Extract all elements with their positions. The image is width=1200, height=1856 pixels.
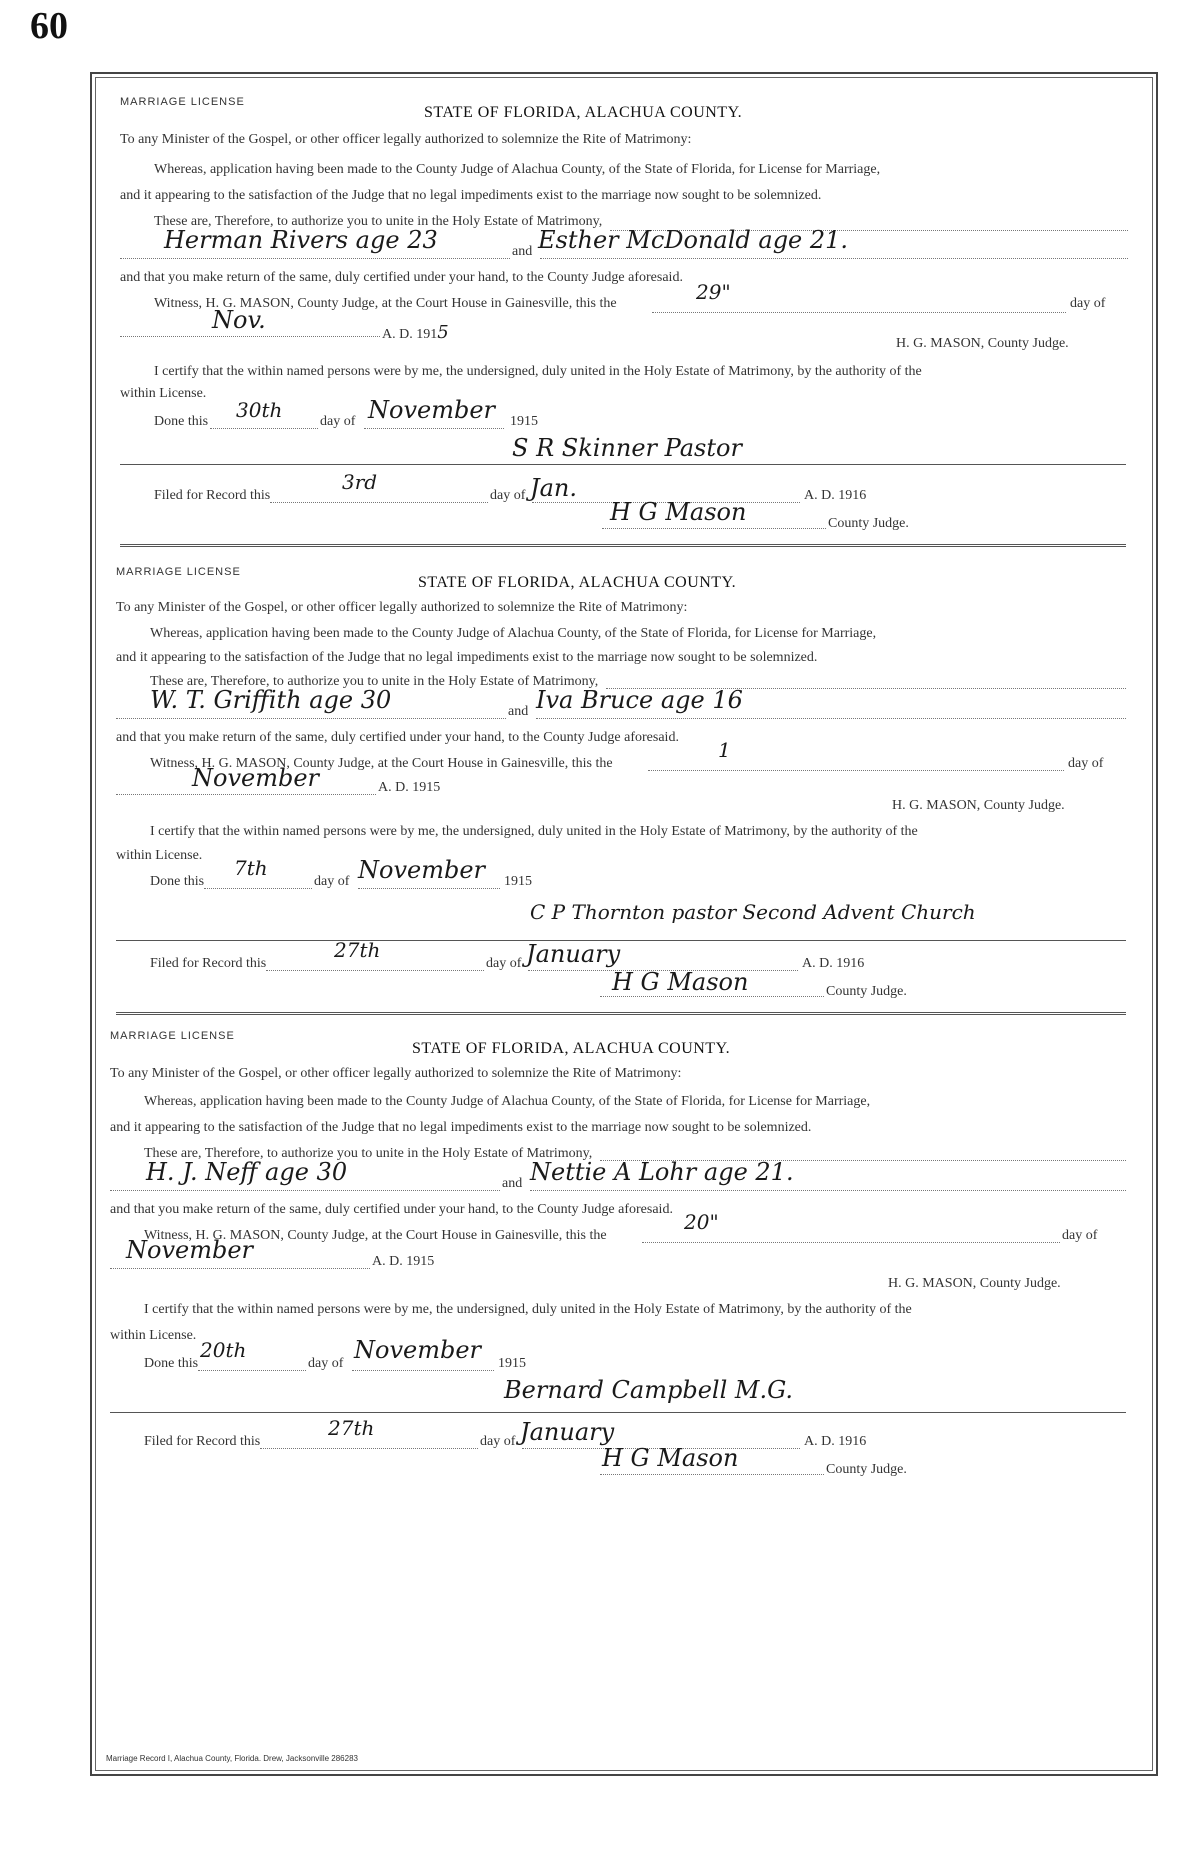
fill-line (116, 794, 376, 795)
done-year-digit: 5 (531, 414, 538, 429)
filed-signature: H G Mason (602, 1444, 739, 1472)
fill-line (536, 718, 1126, 719)
and-word: and (502, 1176, 523, 1191)
done-month: November (368, 396, 496, 424)
filed-month: January (520, 1418, 615, 1446)
ad-label: A. D. 1915 (372, 1254, 435, 1269)
certify-line-1: I certify that the within named persons were by me, the undersigned, duly united in the Holy Estate of Matrimony, by the authority of the (150, 824, 918, 839)
witness-year-digit: 5 (437, 322, 449, 343)
section-divider (116, 1012, 1126, 1015)
judge-signature-line: H. G. MASON, County Judge. (892, 798, 1065, 813)
fill-line (120, 258, 510, 259)
whereas-line-2: and it appearing to the satisfaction of the Judge that no legal impediments exist to the marriage now sought to be solemnized. (116, 650, 818, 665)
separator-line (110, 1412, 1126, 1413)
and-word: and (512, 244, 533, 259)
fill-line (600, 996, 824, 997)
done-year: 1915 (510, 414, 538, 429)
bride-name: Nettie A Lohr age 21. (530, 1158, 794, 1186)
return-line: and that you make return of the same, duly certified under your hand, to the County Judge aforesaid. (120, 270, 683, 285)
ad-label: A. D. 1915 (378, 780, 441, 795)
separator-line (120, 464, 1126, 465)
filed-for-record-label: Filed for Record this (150, 956, 267, 971)
fill-line (530, 1190, 1126, 1191)
county-judge-label: County Judge. (826, 1462, 907, 1477)
done-this-label: Done this (150, 874, 205, 889)
witness-line: Witness, H. G. MASON, County Judge, at the Court House in Gainesville, this the (154, 296, 617, 311)
done-this-label: Done this (144, 1356, 199, 1371)
bride-name: Esther McDonald age 21. (538, 226, 849, 254)
done-day: 30th (236, 398, 283, 422)
filed-for-record-label: Filed for Record this (154, 488, 271, 503)
witness-day: 1 (718, 738, 731, 762)
groom-name: W. T. Griffith age 30 (150, 686, 392, 714)
filed-day: 27th (328, 1416, 375, 1440)
done-day: 7th (234, 856, 268, 880)
filed-year: A. D. 1916 (804, 488, 867, 503)
officiant-signature: S R Skinner Pastor (512, 434, 742, 462)
day-of-label: day of (1062, 1228, 1098, 1243)
filed-signature: H G Mason (610, 498, 747, 526)
fill-line (204, 888, 312, 889)
fill-line (540, 258, 1128, 259)
done-this-label: Done this (154, 414, 209, 429)
fill-line (648, 770, 1064, 771)
filed-day: 3rd (342, 470, 378, 494)
fill-line (260, 1448, 478, 1449)
judge-signature-line: H. G. MASON, County Judge. (888, 1276, 1061, 1291)
to-any-line: To any Minister of the Gospel, or other officer legally authorized to solemnize the Rite of Matrimony: (120, 132, 692, 147)
return-line: and that you make return of the same, duly certified under your hand, to the County Judge aforesaid. (110, 1202, 673, 1217)
whereas-line-1: Whereas, application having been made to the County Judge of Alachua County, of the State of Florida, for License for Marriage, (154, 162, 881, 177)
section-divider (120, 544, 1126, 547)
witness-month: Nov. (212, 306, 266, 334)
witness-day: 29" (696, 280, 731, 304)
witness-year-digit: 5 (427, 1254, 435, 1269)
fill-line (352, 1370, 494, 1371)
day-of-label: day of (1070, 296, 1106, 311)
whereas-line-1: Whereas, application having been made to the County Judge of Alachua County, of the State of Florida, for License for Marriage, (144, 1094, 871, 1109)
county-judge-label: County Judge. (826, 984, 907, 999)
fill-line (358, 888, 500, 889)
filed-day-of-label: day of (490, 488, 526, 503)
filed-year: A. D. 1916 (802, 956, 865, 971)
certify-line-1: I certify that the within named persons were by me, the undersigned, duly united in the Holy Estate of Matrimony, by the authority of the (144, 1302, 912, 1317)
filed-year: A. D. 1916 (804, 1434, 867, 1449)
fill-line (600, 1474, 824, 1475)
done-month: November (358, 856, 486, 884)
fill-line (116, 718, 506, 719)
return-line: and that you make return of the same, duly certified under your hand, to the County Judge aforesaid. (116, 730, 679, 745)
filed-day-of-label: day of (480, 1434, 516, 1449)
filed-year-digit: 6 (859, 1434, 867, 1449)
groom-name: H. J. Neff age 30 (146, 1158, 348, 1186)
license-label: MARRIAGE LICENSE (110, 1030, 235, 1042)
witness-month: November (192, 764, 320, 792)
record-page-frame (90, 72, 1158, 1776)
witness-month: November (126, 1236, 254, 1264)
filed-year-digit: 6 (857, 956, 865, 971)
to-any-line: To any Minister of the Gospel, or other officer legally authorized to solemnize the Rite of Matrimony: (110, 1066, 682, 1081)
done-year: 1915 (498, 1356, 526, 1371)
ad-label: A. D. 1915 (382, 322, 449, 343)
done-month: November (354, 1336, 482, 1364)
separator-line (116, 940, 1126, 941)
whereas-line-2: and it appearing to the satisfaction of the Judge that no legal impediments exist to the marriage now sought to be solemnized. (120, 188, 822, 203)
done-day-of-label: day of (314, 874, 350, 889)
fill-line (642, 1242, 1060, 1243)
fill-line (198, 1370, 306, 1371)
officiant-signature: C P Thornton pastor Second Advent Church (530, 900, 976, 924)
certify-line-2: within License. (120, 386, 207, 401)
done-year-digit: 5 (525, 874, 532, 889)
witness-line: Witness, H. G. MASON, County Judge, at the Court House in Gainesville, this the (150, 756, 613, 771)
filed-month: January (526, 940, 621, 968)
and-word: and (508, 704, 529, 719)
license-label: MARRIAGE LICENSE (120, 96, 245, 108)
these-are-line: These are, Therefore, to authorize you to unite in the Holy Estate of Matrimony, (154, 214, 603, 229)
fill-line (110, 1190, 500, 1191)
certify-line-2: within License. (116, 848, 203, 863)
to-any-line: To any Minister of the Gospel, or other officer legally authorized to solemnize the Rite of Matrimony: (116, 600, 688, 615)
fill-line (270, 502, 488, 503)
done-day-of-label: day of (320, 414, 356, 429)
whereas-line-1: Whereas, application having been made to the County Judge of Alachua County, of the State of Florida, for License for Marriage, (150, 626, 877, 641)
day-of-label: day of (1068, 756, 1104, 771)
filed-month: Jan. (530, 474, 578, 502)
fill-line (364, 428, 504, 429)
done-year-digit: 5 (519, 1356, 526, 1371)
certify-line-1: I certify that the within named persons were by me, the undersigned, duly united in the Holy Estate of Matrimony, by the authority of the (154, 364, 922, 379)
fill-line (652, 312, 1066, 313)
witness-year-digit: 5 (433, 780, 441, 795)
judge-signature-line: H. G. MASON, County Judge. (896, 336, 1069, 351)
bride-name: Iva Bruce age 16 (536, 686, 743, 714)
done-day: 20th (200, 1338, 247, 1362)
filed-day: 27th (334, 938, 381, 962)
footer-note: Marriage Record I, Alachua County, Florida. Drew, Jacksonville 286283 (106, 1754, 358, 1763)
filed-day-of-label: day of (486, 956, 522, 971)
page-number: 60 (30, 5, 68, 47)
done-day-of-label: day of (308, 1356, 344, 1371)
license-header: STATE OF FLORIDA, ALACHUA COUNTY. (412, 1040, 731, 1057)
officiant-signature: Bernard Campbell M.G. (504, 1376, 794, 1404)
license-header: STATE OF FLORIDA, ALACHUA COUNTY. (418, 574, 737, 591)
county-judge-label: County Judge. (828, 516, 909, 531)
filed-year-digit: 6 (859, 488, 867, 503)
groom-name: Herman Rivers age 23 (164, 226, 438, 254)
fill-line (602, 528, 826, 529)
license-label: MARRIAGE LICENSE (116, 566, 241, 578)
these-are-line: These are, Therefore, to authorize you to unite in the Holy Estate of Matrimony, (150, 674, 599, 689)
filed-signature: H G Mason (612, 968, 749, 996)
fill-line (210, 428, 318, 429)
these-are-line: These are, Therefore, to authorize you to unite in the Holy Estate of Matrimony, (144, 1146, 593, 1161)
whereas-line-2: and it appearing to the satisfaction of the Judge that no legal impediments exist to the marriage now sought to be solemnized. (110, 1120, 812, 1135)
fill-line (266, 970, 484, 971)
filed-for-record-label: Filed for Record this (144, 1434, 261, 1449)
certify-line-2: within License. (110, 1328, 197, 1343)
license-header: STATE OF FLORIDA, ALACHUA COUNTY. (424, 104, 743, 121)
witness-day: 20" (684, 1210, 719, 1234)
fill-line (110, 1268, 370, 1269)
witness-line: Witness, H. G. MASON, County Judge, at the Court House in Gainesville, this the (144, 1228, 607, 1243)
done-year: 1915 (504, 874, 532, 889)
fill-line (120, 336, 380, 337)
